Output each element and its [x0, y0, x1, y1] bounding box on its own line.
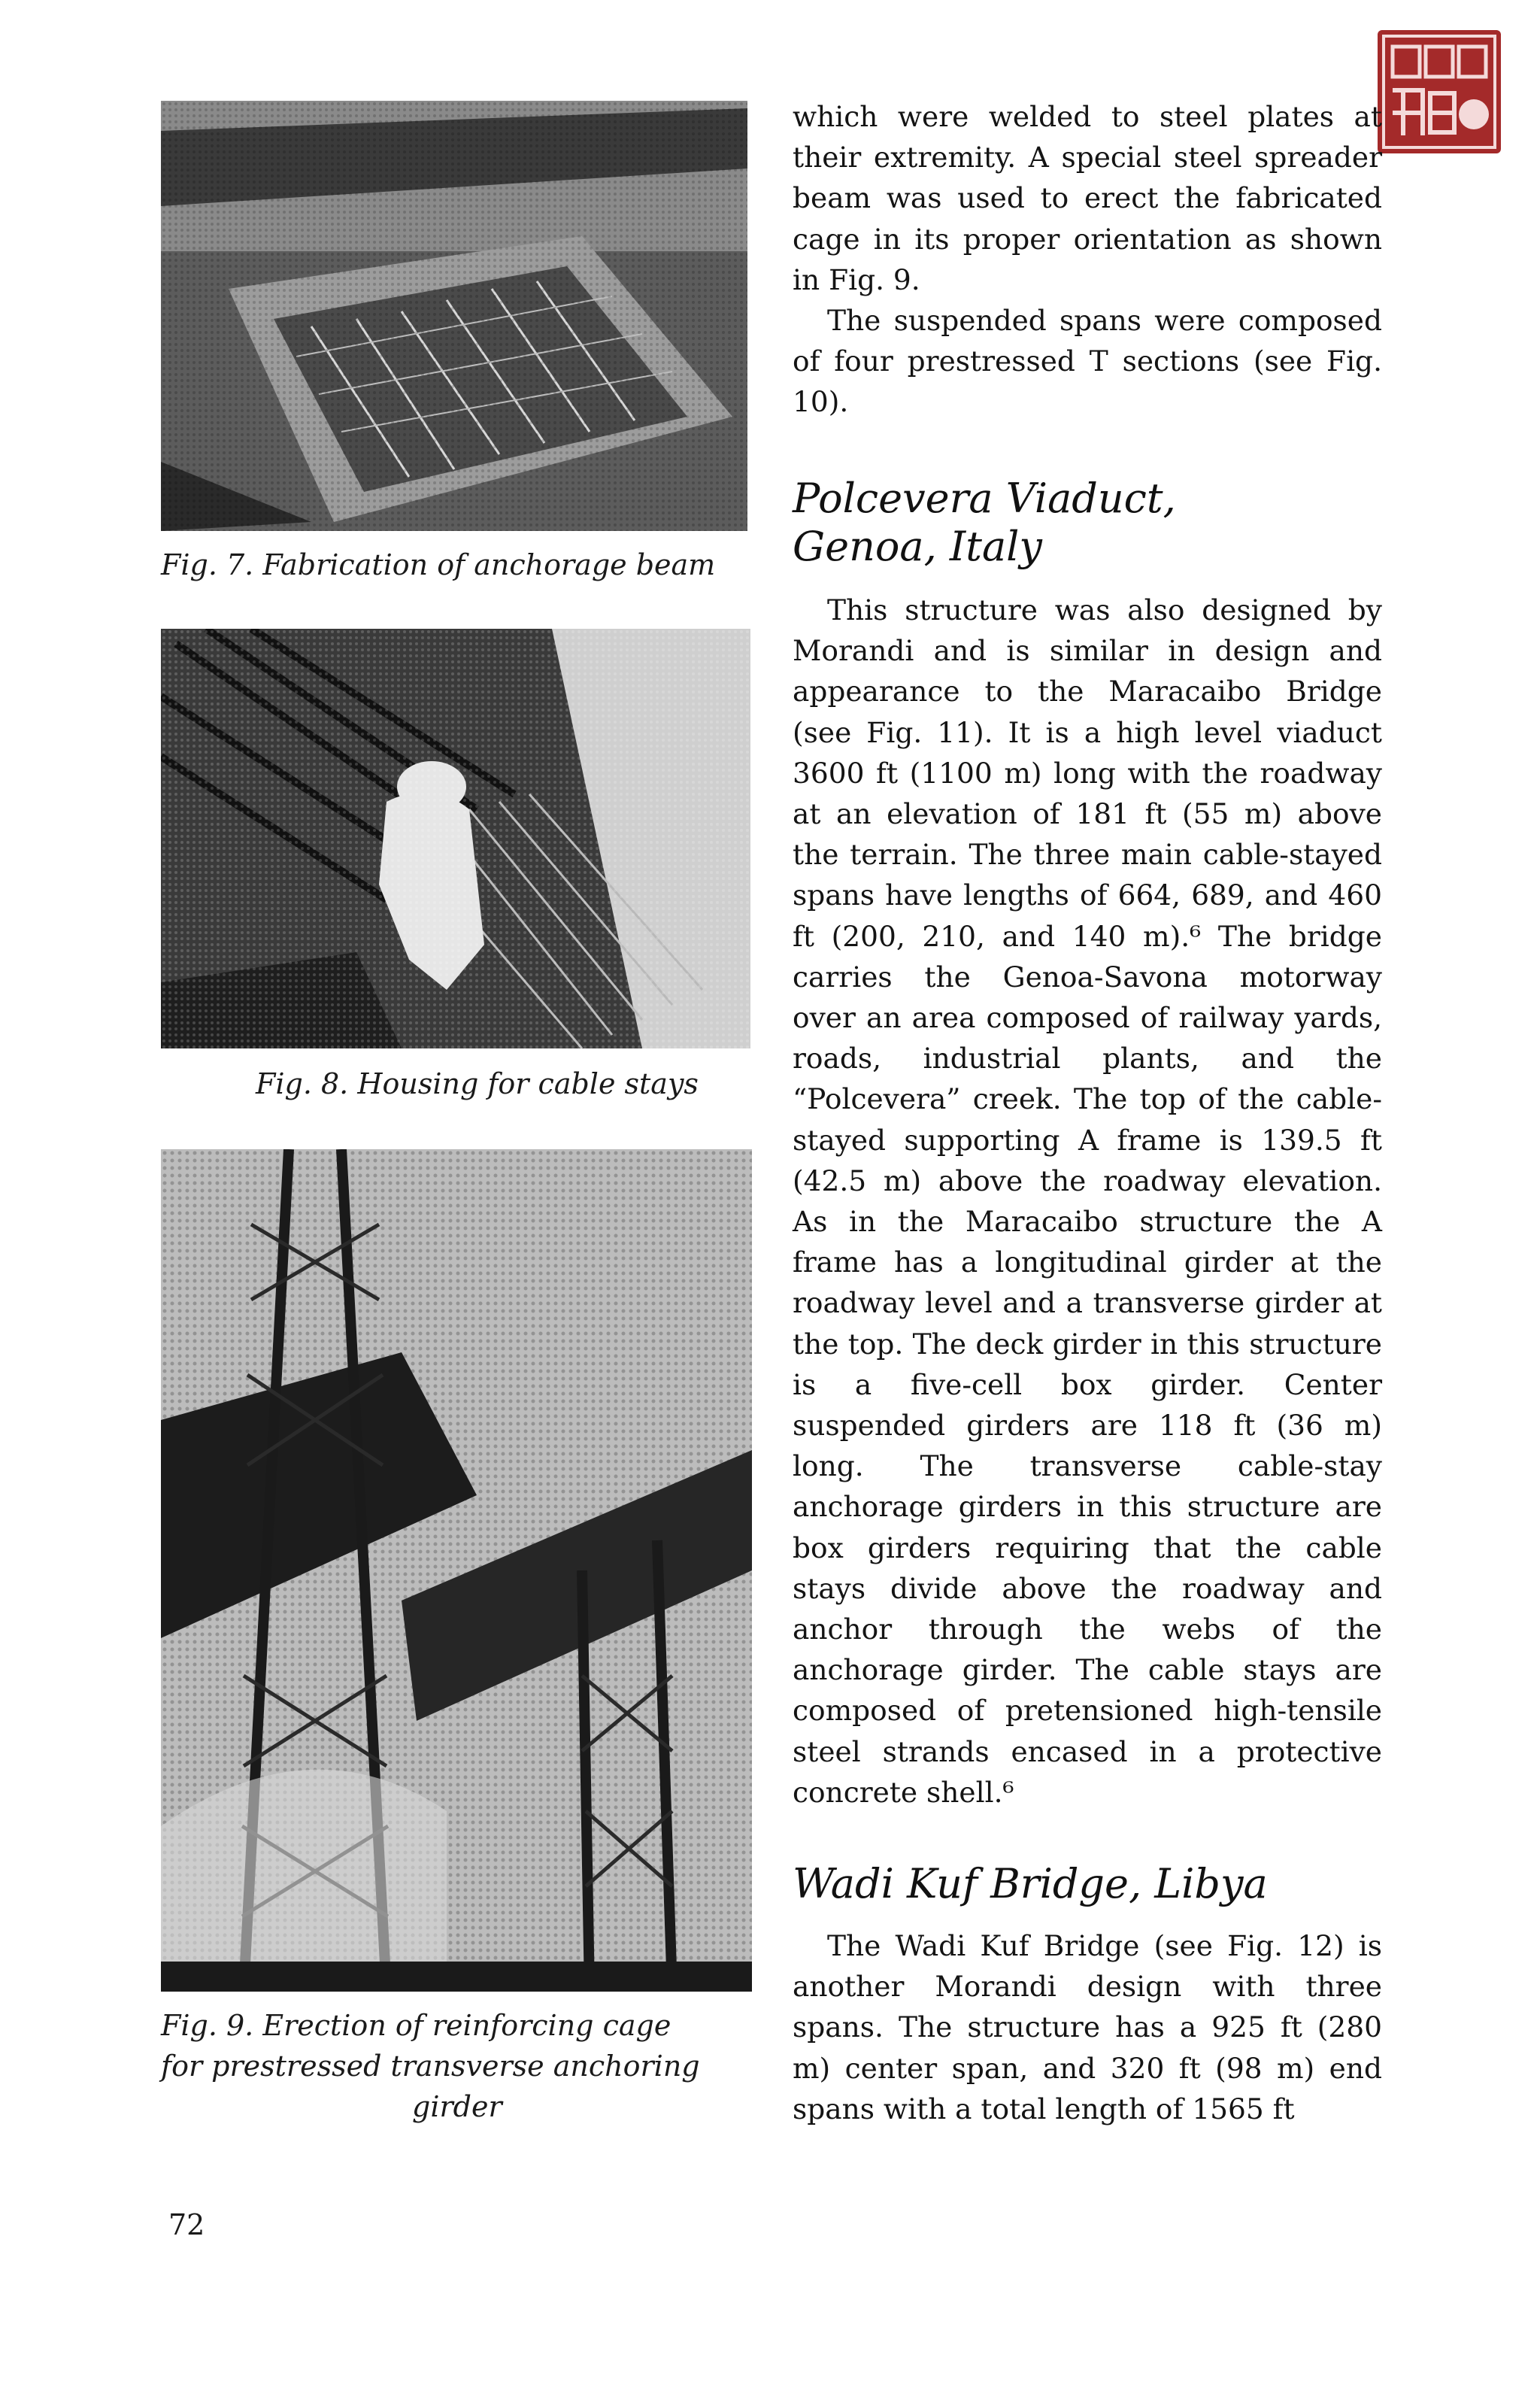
fig8-photo-cable-stay-housing — [161, 629, 750, 1048]
paragraph-polcevera: This structure was also designed by Morandi and is similar in design and appearance to the Maracaibo Bridge (see Fig. 11). It is a high level viaduct 3600 ft (1100 m) long with the roadway at an elevation of 181 ft (55 m) above the terrain. The three main cable-stayed spans have lengths of 664, 689, and 460 ft (200, 210, and 140 m).⁶ The bridge carries the Genoa-Savona motorway over an area composed of railway yards, roads, industrial plants, and the “Polcevera” creek. The top of the cable-stayed supporting A frame is 139.5 ft (42.5 m) above the roadway elevation. As in the Maracaibo structure the A frame has a longitudinal girder at the roadway level and a transverse girder at the top. The deck girder in this structure is a five-cell box girder. Center suspended girders are 118 ft (36 m) long. The transverse cable-stay anchorage girders in this structure are box girders requiring that the cable stays divide above the roadway and anchor through the webs of the anchorage girder. The cable stays are composed of pretensioned high-tensile steel strands encased in a protective concrete shell.⁶ — [793, 593, 1382, 1809]
fig9-caption-line1: Fig. 9. Erection of reinforcing cage — [161, 2009, 671, 2042]
seal-icon — [1378, 30, 1501, 153]
paragraph-continued: which were welded to steel plates at their extremity. A special steel spreader beam was used to erect the fabricated cage in its proper orientation as shown in Fig. 9. — [793, 100, 1382, 296]
text-block-polcevera — [793, 590, 1382, 1813]
library-seal-stamp — [1378, 30, 1501, 153]
fig8-caption: Fig. 8. Housing for cable stays — [256, 1067, 699, 1100]
heading-polcevera-line2: Genoa, Italy — [793, 523, 1042, 570]
heading-wadi-kuf: Wadi Kuf Bridge, Libya — [793, 1860, 1268, 1907]
text-block-continued — [793, 96, 1382, 423]
fig9-caption-line2: for prestressed transverse anchoring — [161, 2050, 700, 2083]
paragraph-suspended-spans: The suspended spans were composed of four prestressed T sections (see Fig. 10). — [793, 304, 1382, 419]
fig7-photo-anchorage-beam-fabrication — [161, 101, 747, 531]
paragraph-wadi-kuf: The Wadi Kuf Bridge (see Fig. 12) is another Morandi design with three spans. The structure has a 925 ft (280 m) center span, and 320 ft (98 m) end spans with a total length of 1565 ft — [793, 1929, 1382, 2125]
text-block-wadi-kuf — [793, 1925, 1382, 2129]
fig7-caption: Fig. 7. Fabrication of anchorage beam — [161, 548, 716, 581]
page-number: 72 — [168, 2208, 205, 2241]
heading-polcevera-line1: Polcevera Viaduct, — [793, 475, 1176, 522]
fig9-caption-line3: girder — [412, 2090, 502, 2123]
fig9-photo-reinforcing-cage-erection — [161, 1149, 752, 1992]
